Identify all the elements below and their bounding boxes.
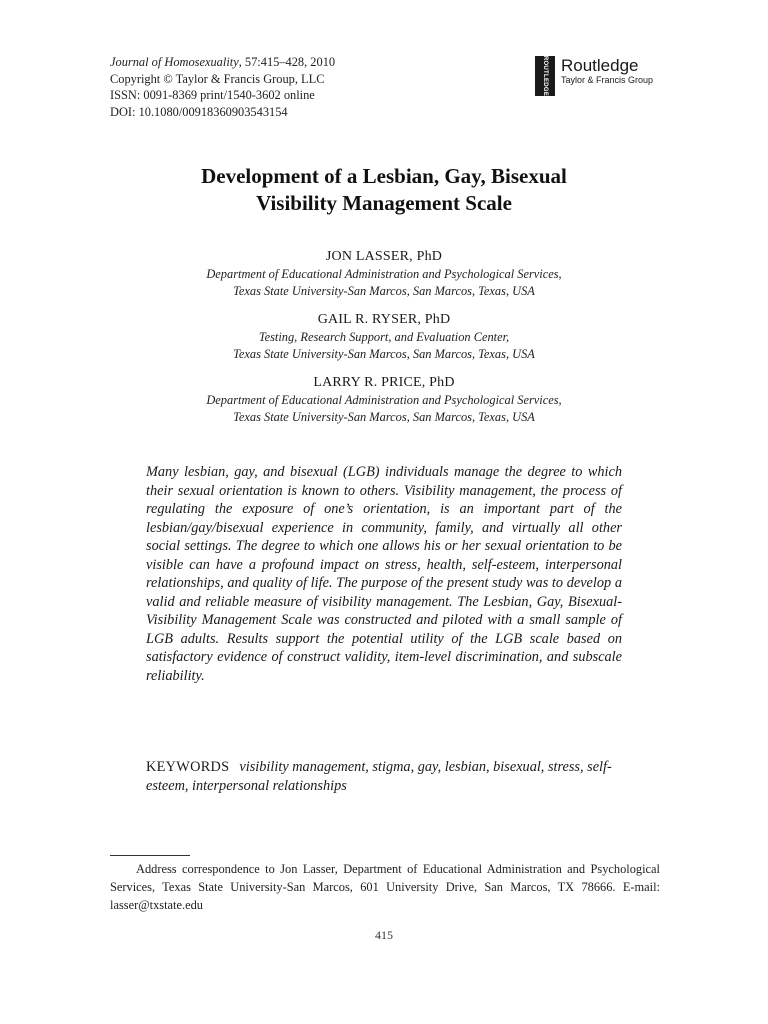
doi-line: DOI: 10.1080/00918360903543154 xyxy=(110,104,288,119)
logo-mark-text: ROUTLEDGE xyxy=(542,55,548,97)
author-2 xyxy=(0,311,768,363)
author-affiliation-line-2: Texas State University-San Marcos, San Marcos, Texas, USA xyxy=(233,410,535,424)
publisher-logo xyxy=(535,56,653,96)
page-number: 415 xyxy=(375,928,393,942)
logo-wordmark xyxy=(561,56,653,86)
journal-citation-line xyxy=(110,54,335,71)
issn-line: ISSN: 0091-8369 print/1540-3602 online xyxy=(110,88,315,102)
author-affiliation-line-1: Department of Educational Administration and Psychological Services, xyxy=(206,393,562,407)
abstract-text: Many lesbian, gay, and bisexual (LGB) individuals manage the degree to which their sexual orientation is known to others. Visibility management, the process of regulating the exposure of one’s orientation, is an important part of the lesbian/gay/bisexual experience in community, family, and virtually all other social settings. The degree to which one allows his or her sexual orientation to be visible can have a profound impact on stress, health, self-esteem, interpersonal relationships, and quality of life. The purpose of the present study was to develop a valid and reliable measure of visibility management. The Lesbian, Gay, Bisexual-Visibility Management Scale was constructed and piloted with a small sample of LGB adults. Results support the potential utility of the LGB scale based on satisfactory evidence of construct validity, item-level discrimination, and subscale reliability. xyxy=(146,464,622,684)
copyright-line: Copyright © Taylor & Francis Group, LLC xyxy=(110,71,325,86)
author-affiliation-line-1: Testing, Research Support, and Evaluation Center, xyxy=(258,330,510,344)
keywords-label: KEYWORDS xyxy=(146,759,230,775)
article-title xyxy=(0,163,768,217)
journal-name: Journal of Homosexuality xyxy=(110,55,239,69)
journal-citation-block xyxy=(110,54,335,120)
publisher-subtitle: Taylor & Francis Group xyxy=(561,75,654,85)
correspondence-footnote: Address correspondence to Jon Lasser, Department of Educational Administration and Psychological Services, Texas State University-San Marcos, 601 University Drive, San Marcos, TX 78666. E-mail: lasser@txstate.edu xyxy=(110,862,660,912)
keywords-block xyxy=(146,758,622,795)
author-name: GAIL R. RYSER, PhD xyxy=(317,312,451,327)
publisher-brand: Routledge xyxy=(561,56,639,75)
footnote-rule xyxy=(110,855,190,856)
title-line-1: Development of a Lesbian, Gay, Bisexual xyxy=(201,164,567,188)
author-affiliation-line-2: Texas State University-San Marcos, San Marcos, Texas, USA xyxy=(233,284,535,298)
journal-volume: , 57:415–428, 2010 xyxy=(238,55,336,69)
author-affiliation-line-2: Texas State University-San Marcos, San Marcos, Texas, USA xyxy=(233,347,535,361)
author-3 xyxy=(0,374,768,426)
keywords-list: visibility management, stigma, gay, lesbian, bisexual, stress, self-esteem, interpersonal relationships xyxy=(146,759,612,794)
author-affiliation-line-1: Department of Educational Administration and Psychological Services, xyxy=(206,267,562,281)
title-line-2: Visibility Management Scale xyxy=(256,191,512,215)
author-name: LARRY R. PRICE, PhD xyxy=(313,375,455,390)
author-1 xyxy=(0,248,768,300)
routledge-logo-icon xyxy=(535,56,555,96)
author-name: JON LASSER, PhD xyxy=(325,249,443,264)
